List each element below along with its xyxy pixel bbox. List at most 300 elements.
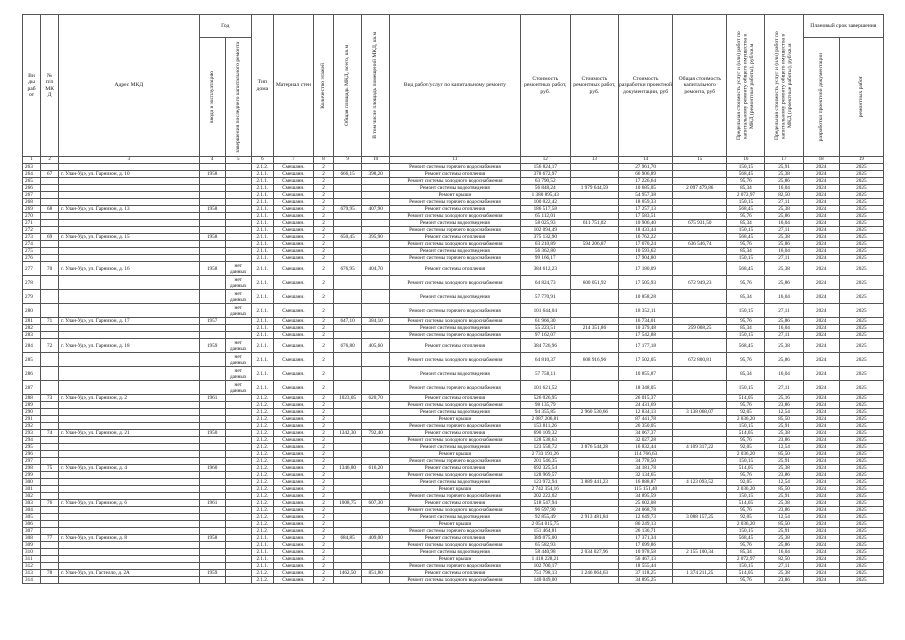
cell-total-cost	[673, 290, 727, 304]
cell-total-cost: 4 123 093,52	[673, 479, 727, 486]
cell-year-built	[199, 423, 225, 430]
cell-limit-repair: 514,05	[727, 570, 765, 577]
column-number: 2	[41, 157, 59, 164]
cell-floors: 2	[313, 262, 333, 276]
cell-limit-design: 25,86	[765, 542, 803, 549]
cell-design-cost: 16 888,87	[618, 479, 672, 486]
cell-total-area	[334, 353, 362, 367]
cell-last-repair	[225, 423, 251, 430]
cell-address	[59, 479, 199, 486]
cell-house-type: 2.1.1.	[251, 255, 273, 262]
cell-wall-material: Смешанн.	[273, 262, 313, 276]
cell-house-type: 2.1.1.	[251, 556, 273, 563]
table-row	[23, 500, 884, 507]
cell-address	[59, 367, 199, 381]
cell-work-number: 293	[23, 430, 41, 437]
cell-repair-term: 2025	[839, 500, 883, 507]
cell-premises-area	[362, 353, 390, 367]
cell-limit-design: 25,38	[765, 339, 803, 353]
column-number: 4	[199, 157, 225, 164]
cell-year-built: 1957	[199, 318, 225, 325]
cell-repair-cost: 56 362,80	[520, 248, 570, 255]
cell-repair-cost-total: 214 351,86	[570, 325, 618, 332]
cell-wall-material: Смешанн.	[273, 171, 313, 178]
cell-design-cost: 26 350,05	[618, 423, 672, 430]
cell-work-number: 280	[23, 304, 41, 318]
cell-repair-term: 2025	[839, 353, 883, 367]
cell-design-term: 2024	[803, 458, 839, 465]
table-row	[23, 199, 884, 206]
cell-repair-cost: 92 855,49	[520, 514, 570, 521]
cell-premises-area	[362, 409, 390, 416]
cell-repair-cost-total: 3 876 544,28	[570, 444, 618, 451]
cell-design-cost: 34 895,25	[618, 577, 672, 584]
cell-mkd-number	[41, 423, 59, 430]
cell-design-term: 2024	[803, 248, 839, 255]
cell-repair-cost: 378 672,97	[520, 171, 570, 178]
cell-total-area	[334, 472, 362, 479]
cell-total-cost: 636 546,74	[673, 241, 727, 248]
cell-total-area	[334, 199, 362, 206]
cell-last-repair	[225, 542, 251, 549]
cell-total-cost	[673, 206, 727, 213]
cell-premises-area	[362, 213, 390, 220]
cell-repair-cost-total	[570, 255, 618, 262]
table-row	[23, 514, 884, 521]
cell-work-number: 305	[23, 514, 41, 521]
cell-last-repair: нет данных	[225, 290, 251, 304]
cell-premises-area	[362, 451, 390, 458]
cell-work-kind: Ремонт системы горячего водоснабжения	[390, 563, 520, 570]
cell-design-cost: 16 832,44	[618, 444, 672, 451]
cell-wall-material: Смешанн.	[273, 304, 313, 318]
cell-design-cost: 17 699,86	[618, 542, 672, 549]
cell-design-term: 2024	[803, 507, 839, 514]
cell-work-kind: Ремонт системы горячего водоснабжения	[390, 164, 520, 171]
cell-premises-area	[362, 248, 390, 255]
cell-wall-material: Смешанн.	[273, 332, 313, 339]
cell-repair-cost-total	[570, 535, 618, 542]
cell-repair-cost-total	[570, 493, 618, 500]
cell-limit-repair: 92,05	[727, 409, 765, 416]
cell-work-kind: Ремонт системы горячего водоснабжения	[390, 381, 520, 395]
cell-last-repair	[225, 409, 251, 416]
cell-total-cost	[673, 248, 727, 255]
cell-design-term: 2024	[803, 241, 839, 248]
cell-limit-design: 16,04	[765, 367, 803, 381]
cell-mkd-number: 73	[41, 395, 59, 402]
cell-design-term: 2024	[803, 234, 839, 241]
cell-house-type: 2.1.1.	[251, 199, 273, 206]
cell-limit-repair: 150,15	[727, 458, 765, 465]
cell-repair-cost: 63 790,52	[520, 178, 570, 185]
cell-design-cost: 17 502,05	[618, 353, 672, 367]
cell-repair-term: 2025	[839, 451, 883, 458]
cell-repair-cost: 58 025,93	[520, 220, 570, 227]
cell-mkd-number	[41, 549, 59, 556]
cell-limit-design: 12,54	[765, 479, 803, 486]
cell-floors: 2	[313, 304, 333, 318]
cell-design-cost: 18 348,05	[618, 381, 672, 395]
table-row	[23, 367, 884, 381]
cell-total-area	[334, 451, 362, 458]
cell-work-number: 286	[23, 367, 41, 381]
cell-repair-term: 2025	[839, 430, 883, 437]
cell-total-cost	[673, 178, 727, 185]
cell-repair-cost-total	[570, 528, 618, 535]
cell-limit-repair: 95,76	[727, 402, 765, 409]
cell-year-built	[199, 255, 225, 262]
table-row	[23, 192, 884, 199]
cell-limit-repair: 85,34	[727, 325, 765, 332]
cell-floors: 2	[313, 164, 333, 171]
cell-floors: 2	[313, 493, 333, 500]
cell-work-kind: Ремонт системы холодного водоснабжения	[390, 241, 520, 248]
cell-total-cost	[673, 521, 727, 528]
cell-work-kind: Ремонт крыши	[390, 416, 520, 423]
cell-repair-cost: 2 054 015,75	[520, 521, 570, 528]
cell-limit-repair: 150,15	[727, 164, 765, 171]
cell-floors: 2	[313, 479, 333, 486]
cell-repair-term: 2025	[839, 255, 883, 262]
cell-address	[59, 451, 199, 458]
cell-work-number: 285	[23, 353, 41, 367]
cell-address: г. Улан-Удэ, ул. Гарнизон, д. 16	[59, 262, 199, 276]
cell-last-repair	[225, 318, 251, 325]
cell-limit-design: 27,11	[765, 255, 803, 262]
cell-repair-cost: 57 770,91	[520, 290, 570, 304]
table-row	[23, 563, 884, 570]
cell-total-cost	[673, 395, 727, 402]
cell-last-repair	[225, 465, 251, 472]
cell-premises-area	[362, 507, 390, 514]
cell-floors: 2	[313, 465, 333, 472]
cell-floors: 2	[313, 500, 333, 507]
cell-last-repair	[225, 227, 251, 234]
cell-mkd-number	[41, 178, 59, 185]
cell-limit-design: 16,04	[765, 220, 803, 227]
cell-limit-design: 25,38	[765, 234, 803, 241]
cell-total-cost	[673, 507, 727, 514]
col-header-total-cost: Общая стоимость капитального ремонта, руб	[673, 15, 727, 157]
cell-repair-cost: 94 355,85	[520, 409, 570, 416]
cell-work-number: 278	[23, 276, 41, 290]
cell-premises-area	[362, 577, 390, 584]
cell-wall-material: Смешанн.	[273, 521, 313, 528]
cell-repair-term: 2025	[839, 535, 883, 542]
cell-last-repair	[225, 416, 251, 423]
cell-repair-cost-total	[570, 542, 618, 549]
cell-design-cost: 17 583,51	[618, 213, 672, 220]
cell-year-built: 1960	[199, 465, 225, 472]
column-number: 12	[520, 157, 570, 164]
cell-design-cost: 34 067,37	[618, 430, 672, 437]
cell-mkd-number	[41, 493, 59, 500]
cell-repair-cost: 156 824,17	[520, 164, 570, 171]
cell-total-area	[334, 416, 362, 423]
cell-wall-material: Смешанн.	[273, 430, 313, 437]
cell-design-cost: 10 906,40	[618, 220, 672, 227]
cell-floors: 2	[313, 514, 333, 521]
cell-total-cost	[673, 339, 727, 353]
capital-repair-table	[22, 14, 884, 584]
cell-floors: 2	[313, 367, 333, 381]
cell-last-repair	[225, 192, 251, 199]
cell-work-kind: Ремонт системы холодного водоснабжения	[390, 437, 520, 444]
cell-repair-term: 2025	[839, 549, 883, 556]
cell-floors: 2	[313, 339, 333, 353]
cell-last-repair	[225, 430, 251, 437]
cell-house-type: 2.1.2.	[251, 521, 273, 528]
cell-wall-material: Смешанн.	[273, 199, 313, 206]
cell-total-area	[334, 521, 362, 528]
cell-house-type: 2.1.2.	[251, 451, 273, 458]
cell-last-repair	[225, 178, 251, 185]
cell-limit-design: 12,54	[765, 514, 803, 521]
cell-limit-repair: 150,15	[727, 227, 765, 234]
cell-total-cost	[673, 542, 727, 549]
cell-house-type: 2.1.2.	[251, 430, 273, 437]
table-row	[23, 206, 884, 213]
cell-work-number: 273	[23, 234, 41, 241]
cell-repair-term: 2025	[839, 563, 883, 570]
cell-repair-cost-total	[570, 500, 618, 507]
cell-design-term: 2024	[803, 479, 839, 486]
cell-design-cost: 34 181,78	[618, 465, 672, 472]
cell-premises-area	[362, 528, 390, 535]
cell-floors: 2	[313, 416, 333, 423]
cell-floors: 2	[313, 353, 333, 367]
cell-mkd-number	[41, 255, 59, 262]
cell-house-type: 2.1.2.	[251, 437, 273, 444]
cell-work-kind: Ремонт системы холодного водоснабжения	[390, 402, 520, 409]
table-body	[23, 164, 884, 584]
cell-work-number: 308	[23, 535, 41, 542]
cell-design-term: 2024	[803, 192, 839, 199]
cell-year-built	[199, 563, 225, 570]
table-row	[23, 255, 884, 262]
cell-house-type: 2.1.1.	[251, 563, 273, 570]
cell-premises-area	[362, 367, 390, 381]
column-number: 9	[334, 157, 362, 164]
cell-work-number: 297	[23, 458, 41, 465]
cell-design-cost: 10 858,28	[618, 290, 672, 304]
cell-address	[59, 353, 199, 367]
cell-premises-area: 607,30	[362, 500, 390, 507]
cell-floors: 2	[313, 325, 333, 332]
cell-repair-cost-total	[570, 472, 618, 479]
cell-wall-material: Смешанн.	[273, 570, 313, 577]
cell-repair-term: 2025	[839, 381, 883, 395]
cell-address: г. Улан-Удэ, ул. Гарнизон, д. 10	[59, 171, 199, 178]
cell-design-term: 2024	[803, 514, 839, 521]
cell-last-repair	[225, 325, 251, 332]
cell-wall-material: Смешанн.	[273, 479, 313, 486]
cell-work-number: 304	[23, 507, 41, 514]
cell-wall-material: Смешанн.	[273, 486, 313, 493]
cell-house-type: 2.1.1.	[251, 234, 273, 241]
cell-design-term: 2024	[803, 185, 839, 192]
cell-design-term: 2024	[803, 220, 839, 227]
cell-premises-area: 405,60	[362, 339, 390, 353]
cell-mkd-number	[41, 507, 59, 514]
cell-work-kind: Ремонт системы отопления	[390, 234, 520, 241]
cell-total-area	[334, 192, 362, 199]
cell-repair-cost: 128 969,57	[520, 472, 570, 479]
cell-limit-repair: 92,05	[727, 514, 765, 521]
cell-floors: 2	[313, 521, 333, 528]
cell-repair-cost: 153 811,26	[520, 423, 570, 430]
cell-mkd-number	[41, 199, 59, 206]
cell-wall-material: Смешанн.	[273, 444, 313, 451]
cell-repair-cost-total	[570, 451, 618, 458]
cell-mkd-number	[41, 332, 59, 339]
cell-repair-cost-total	[570, 206, 618, 213]
cell-limit-repair: 95,76	[727, 577, 765, 584]
cell-year-built: 1958	[199, 234, 225, 241]
cell-address	[59, 458, 199, 465]
cell-premises-area	[362, 521, 390, 528]
cell-house-type: 2.1.1.	[251, 178, 273, 185]
cell-design-cost: 66 906,89	[618, 171, 672, 178]
cell-wall-material: Смешанн.	[273, 395, 313, 402]
cell-repair-cost: 97 162,07	[520, 332, 570, 339]
cell-floors: 2	[313, 199, 333, 206]
cell-mkd-number	[41, 479, 59, 486]
cell-address	[59, 423, 199, 430]
cell-repair-cost-total	[570, 556, 618, 563]
cell-design-term: 2024	[803, 339, 839, 353]
cell-limit-repair: 92,05	[727, 444, 765, 451]
cell-design-term: 2024	[803, 451, 839, 458]
cell-design-term: 2024	[803, 563, 839, 570]
cell-repair-cost: 65 582,93	[520, 542, 570, 549]
cell-limit-repair: 85,34	[727, 549, 765, 556]
cell-work-kind: Ремонт системы отопления	[390, 430, 520, 437]
cell-mkd-number	[41, 164, 59, 171]
table-row	[23, 332, 884, 339]
cell-mkd-number	[41, 304, 59, 318]
cell-house-type: 2.1.1.	[251, 325, 273, 332]
cell-last-repair	[225, 577, 251, 584]
cell-mkd-number	[41, 514, 59, 521]
cell-year-built	[199, 276, 225, 290]
cell-repair-term: 2025	[839, 444, 883, 451]
cell-limit-repair: 150,15	[727, 332, 765, 339]
cell-total-area	[334, 479, 362, 486]
cell-total-area	[334, 514, 362, 521]
cell-house-type: 2.1.1.	[251, 185, 273, 192]
col-header-premises-area: В том числе площадь помещений МКД, кв.м	[372, 32, 379, 139]
cell-mkd-number	[41, 213, 59, 220]
cell-wall-material: Смешанн.	[273, 381, 313, 395]
cell-total-area	[334, 255, 362, 262]
cell-premises-area: 395,90	[362, 234, 390, 241]
cell-work-number: 292	[23, 423, 41, 430]
cell-address: г. Улан-Удэ, ул. Гарнизон, д. 21	[59, 430, 199, 437]
cell-wall-material: Смешанн.	[273, 353, 313, 367]
cell-floors: 2	[313, 577, 333, 584]
cell-address	[59, 304, 199, 318]
cell-repair-term: 2025	[839, 304, 883, 318]
cell-house-type: 2.1.2.	[251, 409, 273, 416]
cell-address	[59, 409, 199, 416]
table-row	[23, 507, 884, 514]
column-number: 17	[765, 157, 803, 164]
cell-last-repair: нет данных	[225, 262, 251, 276]
table-row	[23, 521, 884, 528]
cell-wall-material: Смешанн.	[273, 192, 313, 199]
cell-premises-area: 792,40	[362, 430, 390, 437]
cell-limit-design: 16,04	[765, 325, 803, 332]
cell-work-number: 284	[23, 339, 41, 353]
cell-limit-repair: 85,34	[727, 290, 765, 304]
cell-house-type: 2.1.2.	[251, 416, 273, 423]
cell-work-number: 302	[23, 493, 41, 500]
cell-floors: 2	[313, 381, 333, 395]
cell-premises-area	[362, 192, 390, 199]
cell-repair-term: 2025	[839, 570, 883, 577]
table-row	[23, 458, 884, 465]
cell-last-repair	[225, 395, 251, 402]
cell-address	[59, 185, 199, 192]
cell-repair-term: 2025	[839, 276, 883, 290]
cell-wall-material: Смешанн.	[273, 500, 313, 507]
cell-limit-design: 27,11	[765, 304, 803, 318]
cell-total-cost	[673, 304, 727, 318]
cell-repair-term: 2025	[839, 234, 883, 241]
cell-repair-cost-total	[570, 381, 618, 395]
cell-design-term: 2024	[803, 171, 839, 178]
cell-floors: 2	[313, 528, 333, 535]
cell-design-term: 2024	[803, 164, 839, 171]
cell-house-type: 2.1.1.	[251, 213, 273, 220]
cell-repair-cost-total	[570, 304, 618, 318]
cell-design-cost: 17 505,93	[618, 276, 672, 290]
cell-year-built	[199, 185, 225, 192]
cell-address	[59, 549, 199, 556]
cell-house-type: 2.1.2.	[251, 465, 273, 472]
cell-floors: 2	[313, 206, 333, 213]
cell-address	[59, 444, 199, 451]
cell-limit-design: 25,38	[765, 465, 803, 472]
col-header-repair-works: ремонтных работ	[858, 76, 865, 118]
cell-total-cost	[673, 535, 727, 542]
cell-total-cost	[673, 262, 727, 276]
cell-design-cost: 10 685,05	[618, 185, 672, 192]
cell-house-type: 2.1.2.	[251, 402, 273, 409]
cell-work-number: 277	[23, 262, 41, 276]
cell-design-cost: 86 249,13	[618, 521, 672, 528]
cell-work-number: 289	[23, 402, 41, 409]
cell-design-term: 2024	[803, 178, 839, 185]
cell-limit-repair: 568,45	[727, 234, 765, 241]
cell-work-kind: Ремонт системы водоотведения	[390, 479, 520, 486]
cell-total-cost	[673, 416, 727, 423]
cell-design-cost: 12 834,13	[618, 409, 672, 416]
cell-work-kind: Ремонт системы горячего водоснабжения	[390, 493, 520, 500]
cell-repair-term: 2025	[839, 241, 883, 248]
cell-last-repair: нет данных	[225, 381, 251, 395]
table-row	[23, 164, 884, 171]
cell-house-type: 2.1.1.	[251, 381, 273, 395]
cell-repair-term: 2025	[839, 395, 883, 402]
cell-limit-design: 25,16	[765, 395, 803, 402]
cell-wall-material: Смешанн.	[273, 472, 313, 479]
cell-last-repair	[225, 472, 251, 479]
cell-repair-cost-total	[570, 339, 618, 353]
cell-design-cost: 34 895,59	[618, 493, 672, 500]
